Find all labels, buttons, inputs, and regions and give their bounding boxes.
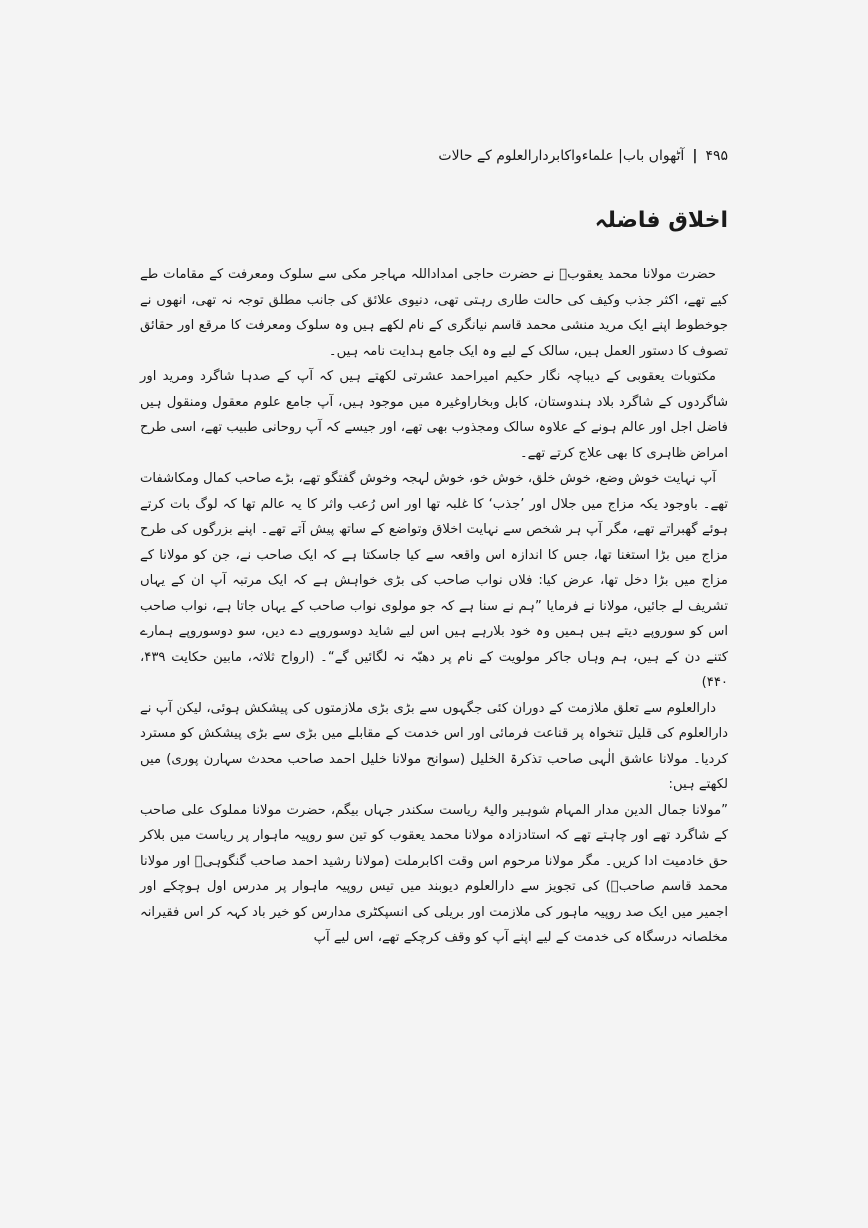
paragraph: دارالعلوم سے تعلق ملازمت کے دوران کئی جگہوں سے بڑی بڑی ملازمتوں کی پیشکش ہوئی، لیکن آپ نے دارالعلوم کی قلیل تنخواہ پر قناعت فرمائی اور اس خدمت کے مقابلے میں بڑی سے بڑی پیشکش کو مسترد کردیا۔ مولانا عاشق الٰہی صاحب تذکرۃ الخلیل (سوانح مولانا خلیل احمد صاحب محدث سہارن پوری) میں لکھتے ہیں:	[140, 700, 728, 792]
block-quote: ”مولانا جمال الدین مدار المہام شوہیر والیۂ ریاست سکندر جہاں بیگم، حضرت مولانا مملوک علی صاحب کے شاگرد تھے اور چاہتے تھے کہ استادزادہ مولانا محمد یعقوب کو تین سو روپیہ ماہوار پر ریاست میں بلاکر حق خادمیت ادا کریں۔ مگر مولانا مرحوم اس وقت اکابرملت (مولانا رشید احمد صاحب گنگوہیؒ اور مولانا محمد قاسم صاحبؒ) کی تجویز سے دارالعلوم دیوبند میں تیس روپیہ ماہوار پر مدرس اول ہوچکے اور اجمیر میں ایک صد روپیہ ماہور کی ملازمت اور بریلی کی انسپکٹری مدارس کو خیر باد کہہ کر اس فقیرانہ مخلصانہ درسگاہ کی خدمت کے لیے اپنے آپ کو وقف کرچکے تھے، اس لیے آپ	[140, 802, 728, 945]
paragraph: حضرت مولانا محمد یعقوبؒ نے حضرت حاجی امداداللہ مہاجر مکی سے سلوک ومعرفت کے مقامات طے کیے تھے، اکثر جذب وکیف کی حالت طاری رہتی تھی، دنیوی علائق کی جانب مطلق توجہ نہ تھی، انھوں نے جوخطوط اپنے ایک مرید منشی محمد قاسم نیانگری کے نام لکھے ہیں وہ سلوک ومعرفت کا مرقع اور حقائق تصوف کا دستور العمل ہیں، سالک کے لیے وہ ایک جامع ہدایت نامہ ہیں۔	[140, 267, 728, 359]
section-title: اخلاق فاضلہ	[594, 208, 728, 233]
page-number: ۴۹۵	[705, 148, 728, 164]
running-title: آٹھواں باب| علماءواکابردارالعلوم کے حالات	[438, 148, 685, 164]
running-header	[140, 146, 728, 166]
page-body	[140, 262, 728, 951]
paragraph: مکتوبات یعقوبی کے دیباچہ نگار حکیم امیراحمد عشرتی لکھتے ہیں کہ آپ کے صدہا شاگرد ومرید اور شاگردوں کے شاگرد بلاد ہندوستان، کابل وبخاراوغیرہ میں موجود ہیں، آپ جامع علوم معقول ومنقول ہیں فاضل اجل اور عالم ہونے کے علاوہ سالک ومجذوب بھی تھے، اور جیسے کہ آپ روحانی طبیب تھے، اسی طرح امراض ظاہری کا بھی علاج کرتے تھے۔	[140, 369, 728, 461]
header-separator: |	[692, 148, 698, 164]
paragraph: آپ نہایت خوش وضع، خوش خلق، خوش خو، خوش لہجہ وخوش گفتگو تھے، بڑے صاحب کمال ومکاشفات تھے۔ باوجود یکہ مزاج میں جلال اور ’جذب‘ کا غلبہ تھا اور اس رُعب واثر کا یہ عالم تھا کہ لوگ بات کرتے ہوئے گھبراتے تھے، مگر آپ ہر شخص سے نہایت اخلاق وتواضع کے ساتھ پیش آتے تھے۔ اپنے بزرگوں کی طرح مزاج میں بڑا استغنا تھا، جس کا اندازہ اس واقعہ سے کیا جاسکتا ہے کہ ایک صاحب نے، جن کو مولانا کے مزاج میں بڑا دخل تھا، عرض کیا: فلاں نواب صاحب کی بڑی خواہش ہے کہ ایک مرتبہ آپ ان کے یہاں تشریف لے جائیں، مولانا نے فرمایا ”ہم نے سنا ہے کہ جو مولوی نواب صاحب کے یہاں جاتا ہے، نواب صاحب اس کو سوروپے دیتے ہیں ہمیں وہ خود بلارہے ہیں اس لیے شاید دوسوروپے دے دیں، سو دوسوروپے ہمارے کتنے دن کے ہیں، ہم وہاں جاکر مولویت کے نام پر دھبّہ نہ لگائیں گے“۔ (ارواح ثلاثہ، مابین حکایت ۴۳۹، ۴۴۰)	[140, 471, 728, 690]
